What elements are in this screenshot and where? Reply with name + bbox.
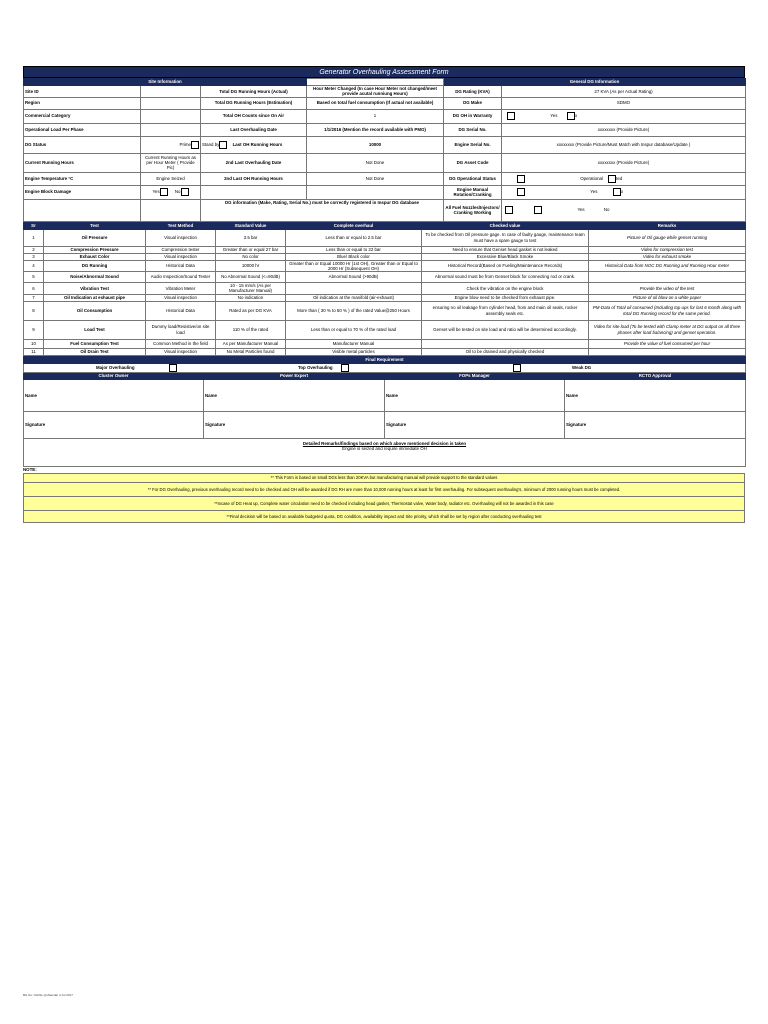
- second-last-overhauling-date-value[interactable]: Not Done: [307, 153, 444, 172]
- final-options: [24, 363, 746, 372]
- notes-table: [23, 473, 745, 523]
- fops-manager-name[interactable]: Name: [385, 379, 565, 411]
- test-header-test-method: Test Method: [146, 222, 216, 229]
- commercial-category-value[interactable]: [141, 109, 201, 123]
- test-cell-test-method: Visual inspection: [146, 348, 216, 355]
- test-cell-test: DG Running: [44, 260, 146, 272]
- test-cell-checked-value[interactable]: To be checked from Oil pressure gage. In case of faulty gauge, maintenance team must have a spare gauge to test: [422, 229, 589, 246]
- test-cell-checked-value[interactable]: Excessive Blue/Black Smoke: [422, 253, 589, 260]
- dg-rating-value[interactable]: 27 KVA (As per Actual Rating): [502, 86, 746, 98]
- hour-meter-changed: Hour Meter Changed (In case Hour Meter not changed/meet provide acutal runniung Hours): [307, 86, 444, 98]
- test-row: [24, 272, 746, 283]
- region-value[interactable]: [141, 97, 201, 109]
- prime-checkbox[interactable]: [191, 141, 199, 149]
- standby-checkbox[interactable]: [219, 141, 227, 149]
- test-cell-remarks[interactable]: Video for exhaust smoke: [589, 253, 746, 260]
- dg-serial-value[interactable]: xxxxxxxx (Provide Picture): [502, 123, 746, 136]
- test-row: [24, 320, 746, 339]
- test-cell-complete-overhaul: Abnormal Sound (>90dB): [286, 272, 422, 283]
- final-requirement-header: Final Requirement: [24, 356, 746, 363]
- test-cell-checked-value[interactable]: Genset will be tested on site load and ratio will be determined accordingly.: [422, 320, 589, 339]
- test-cell-standard-value: As per Manufacturer Manual: [216, 339, 286, 348]
- nozzles-options: [502, 199, 746, 221]
- info-table: [23, 78, 746, 222]
- test-cell-checked-value[interactable]: ensuring no oil leakage from cylinder head, from and main oil seals, rocker assembly seals etc.: [422, 301, 589, 320]
- weak-dg-checkbox[interactable]: [513, 364, 521, 372]
- test-cell-standard-value: Rated as per DG KVA: [216, 301, 286, 320]
- dg-asset-code-label: DG Asset Code: [444, 153, 502, 172]
- operational-checkbox-1[interactable]: [517, 175, 525, 183]
- test-header-test: Test: [44, 222, 146, 229]
- test-cell-standard-value: 10000 hr: [216, 260, 286, 272]
- test-cell-test-method: Audio Inspection/Sound Tester: [146, 272, 216, 283]
- standby-label: Stand by: [202, 141, 220, 147]
- test-cell-test: Vibration Test: [44, 283, 146, 295]
- test-cell-sr: 5: [24, 272, 44, 283]
- nozzles-no-label: No: [603, 207, 610, 213]
- detailed-remarks-text: Engine is seized and require immediate OH: [342, 445, 427, 451]
- test-cell-complete-overhaul: Manufacturer Manual: [286, 339, 422, 348]
- last-overhauling-date-label: Last Overhauling Date: [201, 123, 307, 136]
- test-cell-sr: 8: [24, 301, 44, 320]
- test-cell-checked-value[interactable]: Historical Record(Based on Fueling/Maintenance Records): [422, 260, 589, 272]
- test-cell-sr: 1: [24, 229, 44, 246]
- approval-col-cluster-owner: Cluster Owner: [24, 372, 204, 379]
- dg-make-label: DG Make: [444, 97, 502, 109]
- dg-rating-label: DG Rating (KVA): [444, 86, 502, 98]
- engine-serial-label: Engine Serial No.: [444, 136, 502, 153]
- test-cell-complete-overhaul: Less than or equal to 22 bar: [286, 246, 422, 253]
- test-header-sr: Sr: [24, 222, 44, 229]
- test-header-checked-value: Checked value: [422, 222, 589, 229]
- test-cell-complete-overhaul: More than ( 30 % to 50 % ) of the rated Value@250 Hours: [286, 301, 422, 320]
- test-cell-sr: 7: [24, 294, 44, 301]
- nozzles-checkbox-1[interactable]: [505, 206, 513, 214]
- fuel-nozzles-label: All Fuel Nozzles/Injectors/ Cranking Working: [444, 199, 502, 221]
- test-cell-remarks[interactable]: Video for compression test: [589, 246, 746, 253]
- test-cell-checked-value[interactable]: Check the vibration on the engine block: [422, 283, 589, 295]
- assessment-form: [23, 66, 745, 523]
- test-cell-standard-value: Greater than or equal 27 bar: [216, 246, 286, 253]
- manual-rotation-yes-label: Yes: [590, 189, 598, 195]
- test-row: [24, 301, 746, 320]
- test-cell-checked-value[interactable]: Abnormal sound must be from Genset block for connecting rod or crank.: [422, 272, 589, 283]
- major-overhauling-checkbox[interactable]: [169, 364, 177, 372]
- test-cell-test: Load Test: [44, 320, 146, 339]
- operational-label: Operational: [580, 175, 603, 181]
- test-cell-standard-value: 3.5 bar: [216, 229, 286, 246]
- test-cell-test: Oil Indication at exhaust pipe: [44, 294, 146, 301]
- commercial-category-label: Commercial Category: [24, 109, 141, 123]
- fops-manager-signature[interactable]: Signature: [385, 411, 565, 438]
- manual-rotation-options: [502, 185, 746, 199]
- operational-checkbox-2[interactable]: [608, 175, 616, 183]
- general-dg-header: General DG Information: [444, 79, 746, 86]
- site-info-header: Site Information: [24, 79, 307, 86]
- engine-manual-rotation-label: Engine Manual Rotation/Cranking: [444, 185, 502, 199]
- dg-status-label: DG Status: [24, 136, 141, 153]
- test-cell-standard-value: No Abnormal Sound (<=90dB): [216, 272, 286, 283]
- warranty-no-label: o: [574, 113, 578, 119]
- test-cell-test: Oil Drain Test: [44, 348, 146, 355]
- operational-load-value[interactable]: [141, 123, 201, 136]
- dg-oh-warranty-options: [502, 109, 746, 123]
- test-cell-remarks[interactable]: Historical Data from NOC DG Running and Running Hour meter: [589, 260, 746, 272]
- region-label: Region: [24, 97, 141, 109]
- rcto-signature[interactable]: Signature: [565, 411, 746, 438]
- test-cell-test-method: Historical Data: [146, 260, 216, 272]
- rcto-name[interactable]: Name: [565, 379, 746, 411]
- based-on-fuel: Based on total fuel consumption (If actual not available): [307, 97, 444, 109]
- current-running-hours-note[interactable]: Current Running Hours as per Hour Meter ( Provide Pic): [141, 153, 201, 172]
- form-title: Generator Overhauling Assessment Form: [23, 66, 745, 78]
- operational-suffix: ted: [616, 175, 623, 181]
- test-cell-test: Oil Consumption: [44, 301, 146, 320]
- engine-seized-value[interactable]: Engine Seized: [141, 172, 201, 185]
- test-cell-complete-overhaul: Oil indication at the manifold (air-exhaust): [286, 294, 422, 301]
- test-cell-standard-value: No Metal Particles found: [216, 348, 286, 355]
- test-cell-remarks[interactable]: Picture of Oil gauge while genset running: [589, 229, 746, 246]
- last-overhauling-date-value[interactable]: 1/1/2016 (Mention the record available with PMO): [307, 123, 444, 136]
- test-cell-standard-value: 10 - 15 mm/s (As per Manufacturer Manual): [216, 283, 286, 295]
- manual-rotation-checkbox-2[interactable]: [613, 188, 624, 196]
- test-row: [24, 348, 746, 355]
- standby-cell: [201, 136, 307, 153]
- approval-col-fops-manager: FOPs Manager: [385, 372, 565, 379]
- engine-serial-value[interactable]: xxxxxxxx (Provide Picture/Must Match with Inspur database/Update ): [502, 136, 746, 153]
- test-cell-test-method: Compression tester: [146, 246, 216, 253]
- last-oh-running-hours-value[interactable]: 10000: [307, 136, 444, 153]
- test-cell-test-method: Dummy load/Resistive/on site load: [146, 320, 216, 339]
- nozzles-checkbox-2[interactable]: [534, 206, 542, 214]
- note-4: **Final decision will be based on available budgeted quota, DG condition, availability impact and Site priority, which shall be set by region after conducting overhauling test: [24, 510, 745, 522]
- top-overhauling-label: Top Overhauling: [298, 364, 333, 370]
- test-cell-standard-value: No indication: [216, 294, 286, 301]
- test-row: [24, 294, 746, 301]
- detailed-remarks[interactable]: [24, 438, 746, 466]
- cluster-owner-name[interactable]: Name: [24, 379, 204, 411]
- test-cell-remarks[interactable]: [589, 272, 746, 283]
- warranty-checkbox-2[interactable]: [567, 112, 578, 120]
- test-row: [24, 283, 746, 295]
- note-label: NOTE:: [23, 466, 37, 472]
- test-cell-test: Exhaust Color: [44, 253, 146, 260]
- second-last-overhauling-date-label: 2nd Last Overhauling Date: [201, 153, 307, 172]
- note-2: ** For DG Overhauling, previous overhauling record need to be checked and OH will be awarded if DG RH are more than 10,000 running hours at least for first overhauling. For subsequent overhauling's, minimum of 2000 running hours must be completed.: [24, 482, 745, 496]
- test-cell-remarks[interactable]: Provide the video of the test: [589, 283, 746, 295]
- test-cell-sr: 3: [24, 253, 44, 260]
- manual-rotation-checkbox-1[interactable]: [517, 188, 525, 196]
- block-damage-yes-label: Yes: [152, 189, 160, 195]
- test-cell-test-method: Vibration Meter: [146, 283, 216, 295]
- test-cell-checked-value[interactable]: [422, 339, 589, 348]
- manual-rotation-no-label: o: [620, 189, 624, 195]
- test-row: [24, 253, 746, 260]
- dg-operational-status-label: DG Operational Status: [444, 172, 502, 185]
- power-expert-name[interactable]: Name: [204, 379, 385, 411]
- test-cell-test-method: Visual inspection: [146, 294, 216, 301]
- test-cell-sr: 2: [24, 246, 44, 253]
- test-cell-sr: 4: [24, 260, 44, 272]
- test-cell-standard-value: No color: [216, 253, 286, 260]
- major-overhauling-label: Major Overhauling: [96, 364, 135, 370]
- total-dg-running-estimation-label: Total DG Running Hours (Estimation): [201, 97, 307, 109]
- engine-temperature-label: Engine Temperature °C: [24, 172, 141, 185]
- test-cell-remarks[interactable]: Video for site load (To be tested with Clamp meter at DG output on all three phases after load balancing) and genset operation.: [589, 320, 746, 339]
- total-dg-running-actual-label: Total DG Running Hours (Actual): [201, 86, 307, 98]
- test-cell-sr: 9: [24, 320, 44, 339]
- current-running-hours-label: Current Running Hours: [24, 153, 141, 172]
- block-damage-no-label: No: [174, 189, 181, 195]
- footer-code: BG No: OsPde QoStandar d Jul 2017: [23, 993, 73, 997]
- note-3: **Incase of DG Heat up, Complete water circulation need to be checked including head gasket, Thermostat valve, Water body, radiator etc. Overhauling will not be awarded in this case: [24, 496, 745, 510]
- test-cell-test: Oil Pressure: [44, 229, 146, 246]
- dg-oh-warranty-label: DG OH in Warranty: [444, 109, 502, 123]
- dg-make-value[interactable]: SDMO: [502, 97, 746, 109]
- test-cell-remarks[interactable]: Provide the value of fuel consumed per hour: [589, 339, 746, 348]
- final-table: [23, 356, 746, 467]
- test-cell-complete-overhaul: [286, 283, 422, 295]
- test-cell-complete-overhaul: Blue/ Black color: [286, 253, 422, 260]
- site-id-value[interactable]: [141, 86, 201, 98]
- approval-col-power-expert: Power Expert: [204, 372, 385, 379]
- total-oh-counts-label: Total OH Counts since On Air: [201, 109, 307, 123]
- test-cell-remarks[interactable]: Picture of oil blow on a white paper: [589, 294, 746, 301]
- site-id-label: Site ID: [24, 86, 141, 98]
- dg-serial-label: DG Serial No.: [444, 123, 502, 136]
- power-expert-signature[interactable]: Signature: [204, 411, 385, 438]
- test-cell-sr: 6: [24, 283, 44, 295]
- test-header-remarks: Remarks: [589, 222, 746, 229]
- operational-load-label: Operational Load Per Phase: [24, 123, 141, 136]
- engine-block-damage-label: Engine Block Damage: [24, 185, 141, 199]
- test-cell-standard-value: 110 % of the rated: [216, 320, 286, 339]
- test-cell-checked-value[interactable]: Need to ensure that Genset head gasket is not leaked: [422, 246, 589, 253]
- test-table: [23, 222, 746, 356]
- test-cell-test: Noise/Abnormal Sound: [44, 272, 146, 283]
- test-row: [24, 229, 746, 246]
- test-row: [24, 339, 746, 348]
- note-1: ** This Form is based on small DGs less than 20KVA but manufacturing manual will provide support to the standard values: [24, 473, 745, 482]
- block-damage-no-checkbox[interactable]: [181, 188, 189, 196]
- test-cell-checked-value[interactable]: Engine blow need to be checked from exhaust pipe.: [422, 294, 589, 301]
- test-cell-remarks[interactable]: PM-Data of Total oil consumed (Including top ups for last 6 month along with total DG Running record for the same period.: [589, 301, 746, 320]
- test-header-complete-overhaul: Complete overhaul: [286, 222, 422, 229]
- block-damage-yes-checkbox[interactable]: [160, 188, 168, 196]
- prime-label: Prime: [179, 141, 191, 147]
- block-damage-options: [141, 185, 201, 199]
- second-last-oh-hours-value[interactable]: Not Done: [307, 172, 444, 185]
- test-row: [24, 260, 746, 272]
- warranty-yes-label: Yes: [550, 113, 558, 119]
- test-cell-sr: 10: [24, 339, 44, 348]
- warranty-checkbox-1[interactable]: [507, 112, 515, 120]
- top-overhauling-checkbox[interactable]: [341, 364, 349, 372]
- test-cell-sr: 11: [24, 348, 44, 355]
- test-cell-test-method: Visual inspection: [146, 229, 216, 246]
- test-cell-complete-overhaul: Greater than or Equal 10000 Hr (1st OH), Greater than or Equal to 2000 Hr (Subsequent OH): [286, 260, 422, 272]
- detailed-remarks-heading: Detailed Remarks/findings based on which above mentioned decision is taken: [302, 440, 467, 446]
- dg-status-options: [141, 136, 201, 153]
- test-cell-remarks[interactable]: [589, 348, 746, 355]
- test-cell-test-method: Visual inspection: [146, 253, 216, 260]
- test-cell-test-method: Common Method in the field: [146, 339, 216, 348]
- test-cell-test-method: Historical Data: [146, 301, 216, 320]
- test-cell-test: Compression Pressure: [44, 246, 146, 253]
- test-cell-complete-overhaul: Less than or equal to 70 % of the rated load: [286, 320, 422, 339]
- test-cell-checked-value[interactable]: Oil to be drained and physically checked: [422, 348, 589, 355]
- dg-info-note: DG information (Make, Rating, Serial No.) must be correctly registered in Inspur DG database: [201, 199, 444, 221]
- last-oh-running-hours-label: Last OH Running Hours: [232, 141, 283, 147]
- nozzles-yes-label: Yes: [577, 207, 585, 213]
- test-cell-complete-overhaul: Visible metal particles: [286, 348, 422, 355]
- test-cell-test: Fuel Consumption Test: [44, 339, 146, 348]
- weak-dg-label: Weak DG: [572, 364, 592, 370]
- test-row: [24, 246, 746, 253]
- second-last-oh-hours-label: 2nd Last OH Running Hours: [201, 172, 307, 185]
- dg-asset-code-value[interactable]: xxxxxxxx (Provide Picture): [502, 153, 746, 172]
- total-oh-counts-value[interactable]: 1: [307, 109, 444, 123]
- test-cell-complete-overhaul: Less than or equal to 2.5 bar: [286, 229, 422, 246]
- dg-operational-options: [502, 172, 746, 185]
- cluster-owner-signature[interactable]: Signature: [24, 411, 204, 438]
- test-header-standard-value: Standard Value: [216, 222, 286, 229]
- approval-col-rcto-approval: RCTO Approval: [565, 372, 746, 379]
